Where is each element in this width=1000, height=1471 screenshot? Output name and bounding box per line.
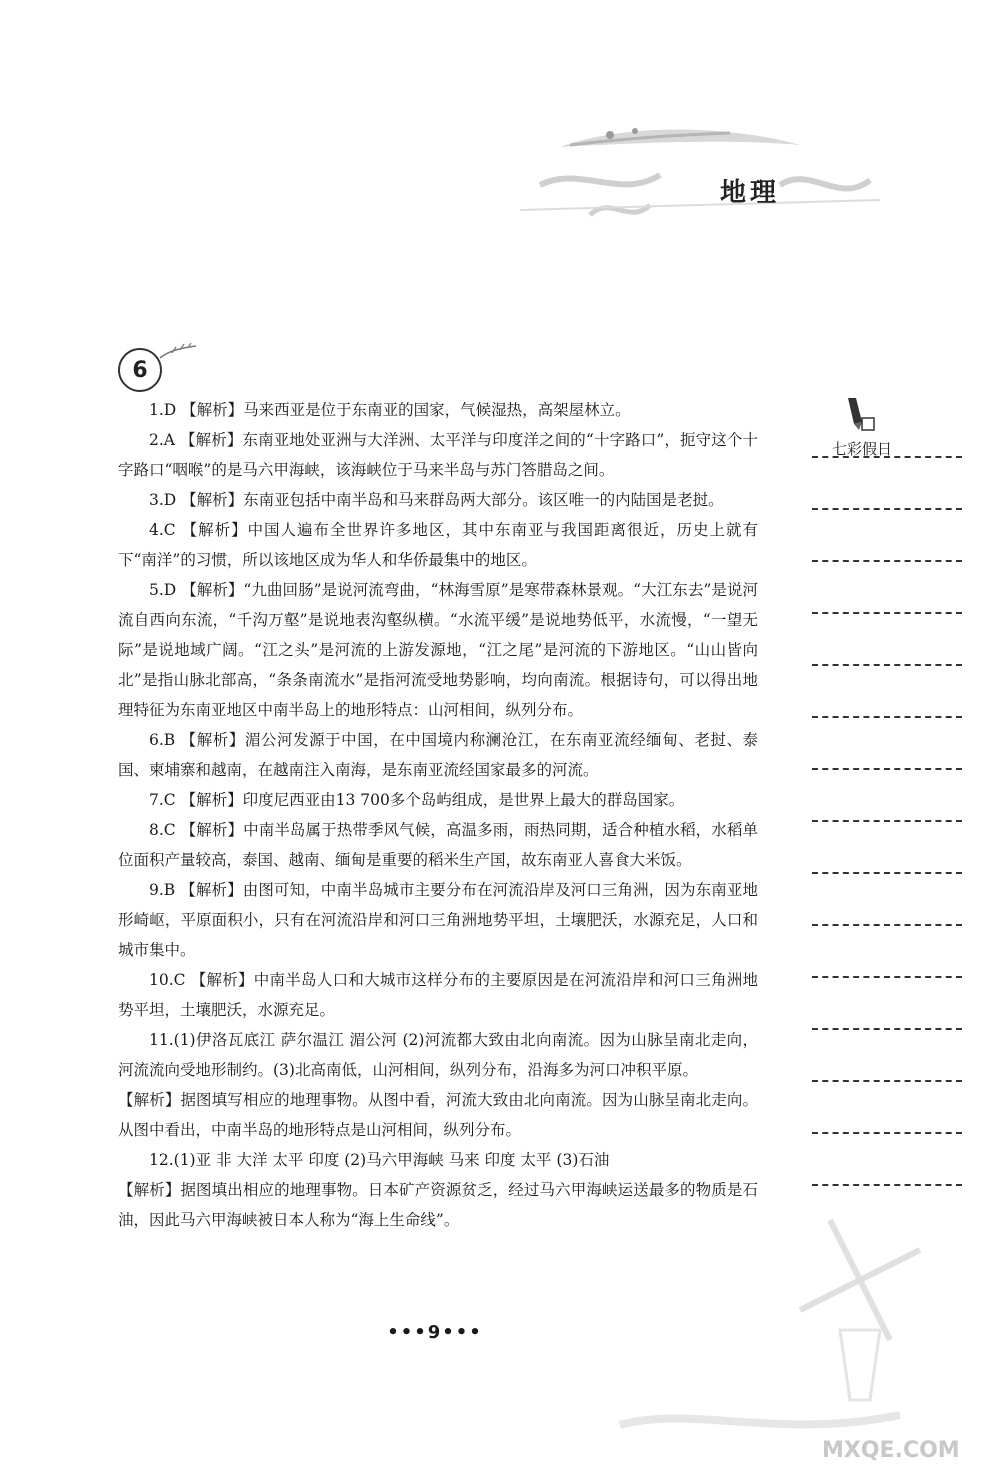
answer-item: 12.(1)亚 非 大洋 太平 印度 (2)马六甲海峡 马来 印度 太平 (3)石油 xyxy=(149,1151,610,1169)
page-number: •••9••• xyxy=(387,1322,483,1343)
answer-item: 7.C 【解析】印度尼西亚由13 700多个岛屿组成，是世界上最大的群岛国家。 xyxy=(149,791,685,809)
note-line xyxy=(812,1080,962,1082)
note-line xyxy=(812,664,962,666)
answer-item: 5.D 【解析】“九曲回肠”是说河流弯曲，“林海雪原”是寒带森林景观。“大江东去”是说河流自西向东流，“千沟万壑”是说地表沟壑纵横。“水流平缓”是说地势低平，水流慢，“一望无际”是说地域广阔。“江之头”是河流的上游发源地，“江之尾”是河流的下游地区。“山山皆向北”是指山脉北部高，“条条南流水”是指河流受地势影响，均向南流。根据诗句，可以得出地理特征为东南亚地区中南半岛上的地形特点：山河相间，纵列分布。 xyxy=(118,581,758,719)
answer-item: 2.A 【解析】东南亚地处亚洲与大洋洲、太平洋与印度洋之间的“十字路口”，扼守这个十字路口“咽喉”的是马六甲海峡，该海峡位于马来半岛与苏门答腊岛之间。 xyxy=(118,431,758,479)
answer-item: 3.D 【解析】东南亚包括中南半岛和马来群岛两大部分。该区唯一的内陆国是老挝。 xyxy=(149,491,724,509)
note-line xyxy=(812,924,962,926)
note-line xyxy=(812,768,962,770)
note-line xyxy=(812,1028,962,1030)
note-line xyxy=(812,976,962,978)
answer-item: 8.C 【解析】中南半岛属于热带季风气候，高温多雨，雨热同期，适合种植水稻，水稻单位面积产量较高，泰国、越南、缅甸是重要的稻米生产国，故东南亚人喜食大米饭。 xyxy=(118,821,758,869)
note-lines xyxy=(812,440,972,1220)
note-line xyxy=(812,820,962,822)
note-line xyxy=(812,560,962,562)
note-line xyxy=(812,456,962,458)
answer-item: 10.C 【解析】中南半岛人口和大城市这样分布的主要原因是在河流沿岸和河口三角洲地势平坦，土壤肥沃，水源充足。 xyxy=(118,971,758,1019)
answer-item: 11.(1)伊洛瓦底江 萨尔温江 湄公河 (2)河流都大致由北向南流。因为山脉呈南北走向，河流流向受地形制约。(3)北高南低，山河相间，纵列分布，沿海多为河口冲积平原。 xyxy=(118,1031,758,1079)
note-line xyxy=(812,508,962,510)
answer-analysis: 【解析】据图填写相应的地理事物。从图中看，河流大致由北向南流。因为山脉呈南北走向。从图中看出，中南半岛的地形特点是山河相间，纵列分布。 xyxy=(118,1091,758,1139)
answer-item: 9.B 【解析】由图可知，中南半岛城市主要分布在河流沿岸及河口三角洲，因为东南亚地形崎岖，平原面积小，只有在河流沿岸和河口三角洲地势平坦，土壤肥沃，水源充足，人口和城市集中。 xyxy=(118,881,758,959)
answer-item: 4.C 【解析】中国人遍布全世界许多地区，其中东南亚与我国距离很近，历史上就有下“南洋”的习惯，所以该地区成为华人和华侨最集中的地区。 xyxy=(118,521,758,569)
watermark-text: MXQE.COM xyxy=(822,1438,960,1463)
note-line xyxy=(812,872,962,874)
sprig-icon xyxy=(158,340,198,364)
answer-analysis: 【解析】据图填出相应的地理事物。日本矿产资源贫乏，经过马六甲海峡运送最多的物质是石油，因此马六甲海峡被日本人称为“海上生命线”。 xyxy=(118,1181,758,1229)
note-line xyxy=(812,1132,962,1134)
subject-title: 地理 xyxy=(720,178,781,208)
sidebar-label: 七彩假日 xyxy=(832,440,893,458)
note-line xyxy=(812,612,962,614)
header-decoration-art xyxy=(500,105,890,245)
answer-item: 6.B 【解析】湄公河发源于中国，在中国境内称澜沧江，在东南亚流经缅甸、老挝、泰国、柬埔寨和越南，在越南注入南海，是东南亚流经国家最多的河流。 xyxy=(118,731,758,779)
pen-icon xyxy=(842,394,878,434)
answer-item: 1.D 【解析】马来西亚是位于东南亚的国家，气候湿热，高架屋林立。 xyxy=(149,401,631,419)
windmill-decoration-art xyxy=(600,1200,1000,1471)
note-line xyxy=(812,716,962,718)
section-number-badge: 6 xyxy=(118,348,162,392)
answer-list xyxy=(118,395,758,1235)
note-line xyxy=(812,1184,962,1186)
